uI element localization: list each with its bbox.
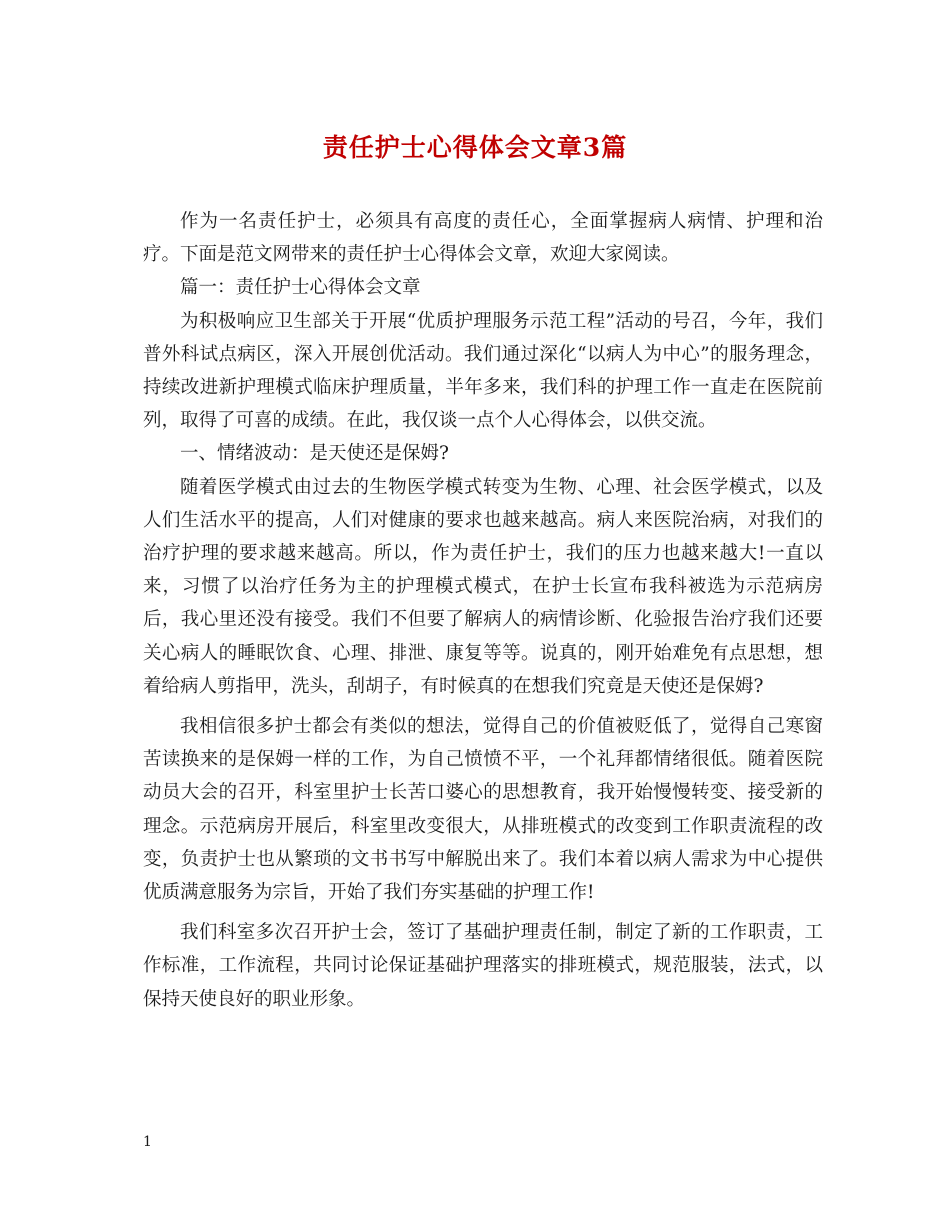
body-paragraph: 我相信很多护士都会有类似的想法，觉得自己的价值被贬低了，觉得自己寒窗苦读换来的是保姆一样的工作，为自己愤愤不平，一个礼拜都情绪很低。随着医院动员大会的召开，科室里护士长苦口婆心的思想教育，我开始慢慢转变、接受新的理念。示范病房开展后，科室里改变很大，从排班模式的改变到工作职责流程的改变，负责护士也从繁琐的文书书写中解脱出来了。我们本着以病人需求为中心提供优质满意服务为宗旨，开始了我们夯实基础的护理工作! bbox=[143, 716, 823, 904]
subsection-heading: 一、情绪波动：是天使还是保姆? bbox=[180, 443, 449, 465]
section-heading: 篇一：责任护士心得体会文章 bbox=[180, 277, 421, 299]
body-paragraph: 随着医学模式由过去的生物医学模式转变为生物、心理、社会医学模式，以及人们生活水平的提高，人们对健康的要求也越来越高。病人来医院治病，对我们的治疗护理的要求越来越高。所以，作为责任护士，我们的压力也越来越大!一直以来，习惯了以治疗任务为主的护理模式模式，在护士长宣布我科被选为示范病房后，我心里还没有接受。我们不但要了解病人的病情诊断、化验报告治疗我们还要关心病人的睡眠饮食、心理、排泄、康复等等。说真的，刚开始难免有点思想，想着给病人剪指甲，洗头，刮胡子，有时候真的在想我们究竟是天使还是保姆? bbox=[143, 476, 823, 697]
document-body bbox=[143, 205, 823, 1016]
intro-paragraph: 作为一名责任护士，必须具有高度的责任心，全面掌握病人病情、护理和治疗。下面是范文网带来的责任护士心得体会文章，欢迎大家阅读。 bbox=[143, 211, 823, 266]
page-number: 1 bbox=[143, 1134, 152, 1150]
body-paragraph: 为积极响应卫生部关于开展“优质护理服务示范工程”活动的号召，今年，我们普外科试点病区，深入开展创优活动。我们通过深化“以病人为中心”的服务理念，持续改进新护理模式临床护理质量，半年多来，我们科的护理工作一直走在医院前列，取得了可喜的成绩。在此，我仅谈一点个人心得体会，以供交流。 bbox=[143, 310, 823, 432]
body-paragraph: 我们科室多次召开护士会，签订了基础护理责任制，制定了新的工作职责，工作标准，工作流程，共同讨论保证基础护理落实的排班模式，规范服装，法式，以保持天使良好的职业形象。 bbox=[143, 922, 823, 1010]
document-title: 责任护士心得体会文章3篇 bbox=[322, 133, 628, 162]
